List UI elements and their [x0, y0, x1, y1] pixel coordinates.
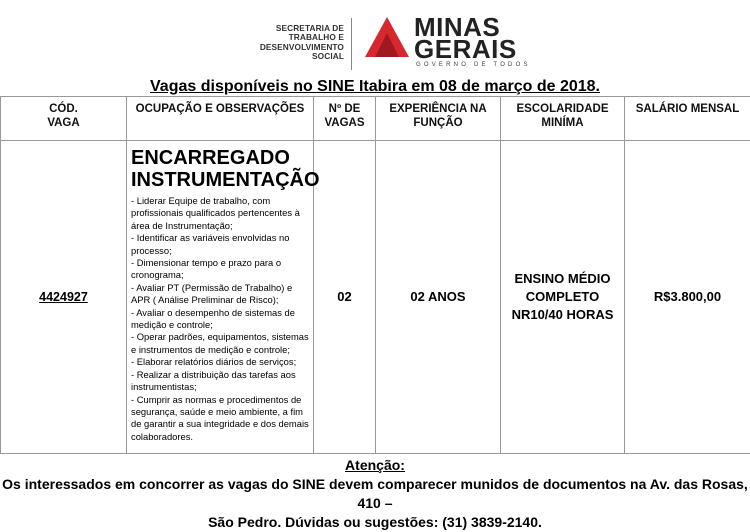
header-schooling-line: MINÍMA: [501, 116, 624, 130]
observation-line: medição e controle;: [131, 319, 310, 331]
observations-list: [131, 195, 310, 443]
attention-heading: Atenção:: [0, 456, 750, 474]
footer-notice-line: Os interessados em concorrer as vagas do SINE devem comparecer munidos de documentos na Av. das Rosas, 410 –: [2, 475, 748, 513]
header-code-line: CÓD.: [1, 102, 126, 116]
observation-line: - Operar padrões, equipamentos, sistemas: [131, 331, 310, 343]
observation-line: - Realizar a distribuição das tarefas aos: [131, 369, 310, 381]
occupation-title-line: INSTRUMENTAÇÃO: [131, 169, 310, 191]
vacancy-code: 4424927: [39, 290, 88, 304]
experience-value: 02 ANOS: [410, 289, 465, 304]
observation-line: instrumentistas;: [131, 381, 310, 393]
observation-line: de garantir a sua integridade e dos demais: [131, 418, 310, 430]
observation-line: - Identificar as variáveis envolvidas no: [131, 232, 310, 244]
secretaria-logo-text: [258, 24, 344, 62]
observation-line: profissionais qualificados pertencentes à: [131, 207, 310, 219]
observation-line: cronograma;: [131, 269, 310, 281]
header-count-line: Nº DE: [314, 102, 375, 116]
table-header-row: [1, 97, 750, 141]
observation-line: - Liderar Equipe de trabalho, com: [131, 195, 310, 207]
page-title: Vagas disponíveis no SINE Itabira em 08 de março de 2018.: [0, 77, 750, 97]
schooling-value: [501, 270, 624, 324]
vacancy-count: 02: [337, 289, 351, 304]
observation-line: - Elaborar relatórios diários de serviços;: [131, 356, 310, 368]
header-experience-line: EXPERIÊNCIA NA: [376, 102, 500, 116]
table-row: [1, 141, 750, 454]
header-salary: SALÁRIO MENSAL: [625, 97, 750, 141]
brand-tagline: GOVERNO DE TODOS: [416, 62, 531, 69]
header-code-line: VAGA: [1, 116, 126, 130]
minas-gerais-triangle-icon: [364, 16, 410, 58]
header-schooling: [501, 97, 625, 141]
observation-line: colaboradores.: [131, 431, 310, 443]
vacancy-table: [0, 96, 750, 454]
brand-name-line1: MINAS: [414, 14, 500, 40]
header-experience: [376, 97, 501, 141]
observation-line: - Cumprir as normas e procedimentos de: [131, 394, 310, 406]
footer-notice: [0, 475, 750, 532]
secretaria-line: DESENVOLVIMENTO: [258, 43, 344, 52]
observation-line: e instrumentos de medição e controle;: [131, 344, 310, 356]
header-count: [314, 97, 376, 141]
observation-line: segurança, saúde e meio ambiente, a fim: [131, 406, 310, 418]
page-footer: [0, 456, 750, 532]
header-experience-line: FUNÇÃO: [376, 116, 500, 130]
experience-cell: [376, 141, 501, 454]
occupation-title: [131, 147, 310, 191]
secretaria-line: SOCIAL: [258, 52, 344, 61]
header-schooling-line: ESCOLARIDADE: [501, 102, 624, 116]
vacancy-code-cell: [1, 141, 127, 454]
observation-line: APR ( Análise Preliminar de Risco);: [131, 294, 310, 306]
schooling-cell: [501, 141, 625, 454]
observation-line: área de Instrumentação;: [131, 220, 310, 232]
observation-line: - Dimensionar tempo e prazo para o: [131, 257, 310, 269]
footer-notice-line: São Pedro. Dúvidas ou sugestões: (31) 3839-2140.: [2, 513, 748, 532]
schooling-line: ENSINO MÉDIO: [501, 270, 624, 288]
page-header: [0, 0, 750, 80]
secretaria-line: SECRETARIA DE: [258, 24, 344, 33]
logo-divider: [351, 18, 352, 70]
secretaria-line: TRABALHO E: [258, 33, 344, 42]
brand-name-line2: GERAIS: [414, 36, 517, 62]
header-code: [1, 97, 127, 141]
observation-line: - Avaliar o desempenho de sistemas de: [131, 307, 310, 319]
header-count-line: VAGAS: [314, 116, 375, 130]
observation-line: - Avaliar PT (Permissão de Trabalho) e: [131, 282, 310, 294]
salary-cell: [625, 141, 750, 454]
schooling-line: NR10/40 HORAS: [501, 306, 624, 324]
occupation-title-line: ENCARREGADO: [131, 147, 310, 169]
schooling-line: COMPLETO: [501, 288, 624, 306]
vacancy-count-cell: [314, 141, 376, 454]
salary-value: R$3.800,00: [654, 289, 721, 304]
occupation-cell: [127, 141, 314, 454]
observation-line: processo;: [131, 245, 310, 257]
header-occupation: OCUPAÇÃO E OBSERVAÇÕES: [127, 97, 314, 141]
